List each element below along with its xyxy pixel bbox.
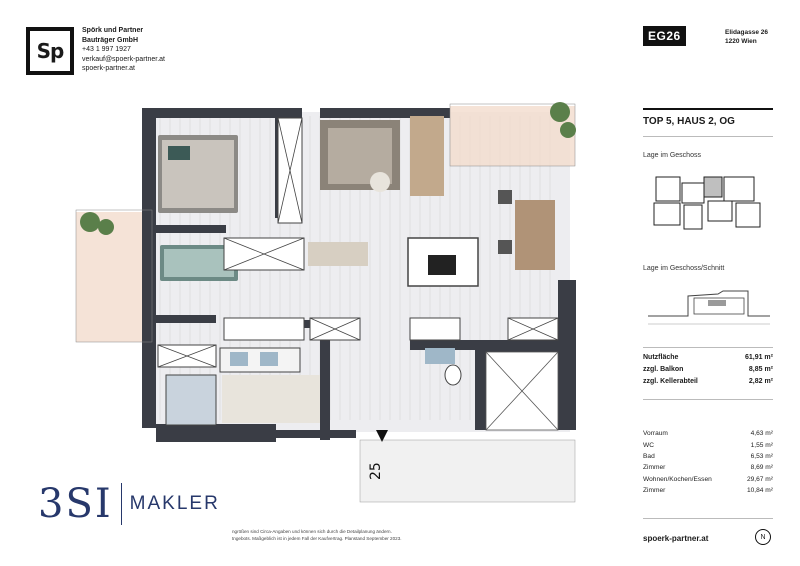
address-line2: 1220 Wien bbox=[725, 38, 757, 45]
maker-divider bbox=[121, 483, 122, 525]
company-logo bbox=[26, 27, 74, 75]
disclaimer-line2: tngebots. Maßgeblich ist in jedem Fall der Kaufvertrag. Planstand September 2023. bbox=[232, 536, 402, 541]
room-label: Bad bbox=[643, 453, 655, 460]
area-label: zzgl. Balkon bbox=[643, 366, 684, 373]
area-value: 2,82 m² bbox=[748, 378, 773, 385]
company-info bbox=[82, 26, 165, 74]
unit-badge: EG26 bbox=[643, 26, 686, 46]
room-row bbox=[643, 442, 773, 449]
stair-label: 25 bbox=[368, 462, 384, 480]
room-label: Zimmer bbox=[643, 487, 666, 494]
floor-plan bbox=[70, 90, 610, 510]
room-row bbox=[643, 464, 773, 471]
north-arrow-icon: N bbox=[755, 529, 771, 545]
section-location-plan bbox=[648, 286, 773, 331]
room-value: 29,67 m² bbox=[746, 476, 773, 483]
floor-location-plan bbox=[648, 169, 768, 237]
unit-title: TOP 5, HAUS 2, OG bbox=[643, 116, 735, 127]
room-value: 6,53 m² bbox=[750, 453, 773, 460]
divider bbox=[643, 347, 773, 348]
company-logo-text: Sp bbox=[36, 39, 64, 63]
area-label: zzgl. Kellerabteil bbox=[643, 378, 698, 385]
room-label: Vorraum bbox=[643, 430, 668, 437]
area-value: 8,85 m² bbox=[748, 366, 773, 373]
room-value: 1,55 m² bbox=[750, 442, 773, 449]
room-value: 8,69 m² bbox=[750, 464, 773, 471]
area-label: Nutzfläche bbox=[643, 354, 679, 361]
divider bbox=[643, 108, 773, 110]
room-label: WC bbox=[643, 442, 654, 449]
company-email[interactable]: verkauf@spoerk-partner.at bbox=[82, 55, 165, 63]
area-row bbox=[643, 354, 773, 361]
company-web[interactable]: spoerk-partner.at bbox=[82, 65, 135, 72]
footer-website[interactable]: spoerk-partner.at bbox=[643, 534, 709, 543]
maker-sub: MAKLER bbox=[129, 493, 220, 514]
disclaimer-line1: ngrößen sind Circa-Angaben und können sich durch die Detailplanung ändern. bbox=[232, 529, 392, 534]
room-value: 4,63 m² bbox=[750, 430, 773, 437]
area-row bbox=[643, 378, 773, 385]
company-name-line2: Bauträger GmbH bbox=[82, 36, 139, 44]
room-row bbox=[643, 430, 773, 437]
divider bbox=[643, 136, 773, 137]
divider bbox=[643, 399, 773, 400]
company-name-line1: Spörk und Partner bbox=[82, 27, 144, 34]
area-value: 61,91 m² bbox=[744, 354, 773, 361]
divider bbox=[643, 518, 773, 519]
section-location-label: Lage im Geschoss/Schnitt bbox=[643, 265, 725, 272]
disclaimer bbox=[232, 528, 432, 542]
room-row bbox=[643, 476, 773, 483]
room-row bbox=[643, 453, 773, 460]
floor-location-label: Lage im Geschoss bbox=[643, 152, 701, 159]
address bbox=[725, 28, 768, 46]
maker-logo bbox=[38, 481, 220, 527]
maker-brand: 3SI bbox=[38, 481, 113, 527]
company-phone: +43 1 997 1927 bbox=[82, 46, 131, 53]
room-row bbox=[643, 487, 773, 494]
room-value: 10,84 m² bbox=[746, 487, 773, 494]
room-label: Wohnen/Kochen/Essen bbox=[643, 476, 712, 483]
area-row bbox=[643, 366, 773, 373]
room-label: Zimmer bbox=[643, 464, 666, 471]
address-line1: Elidagasse 26 bbox=[725, 29, 768, 36]
